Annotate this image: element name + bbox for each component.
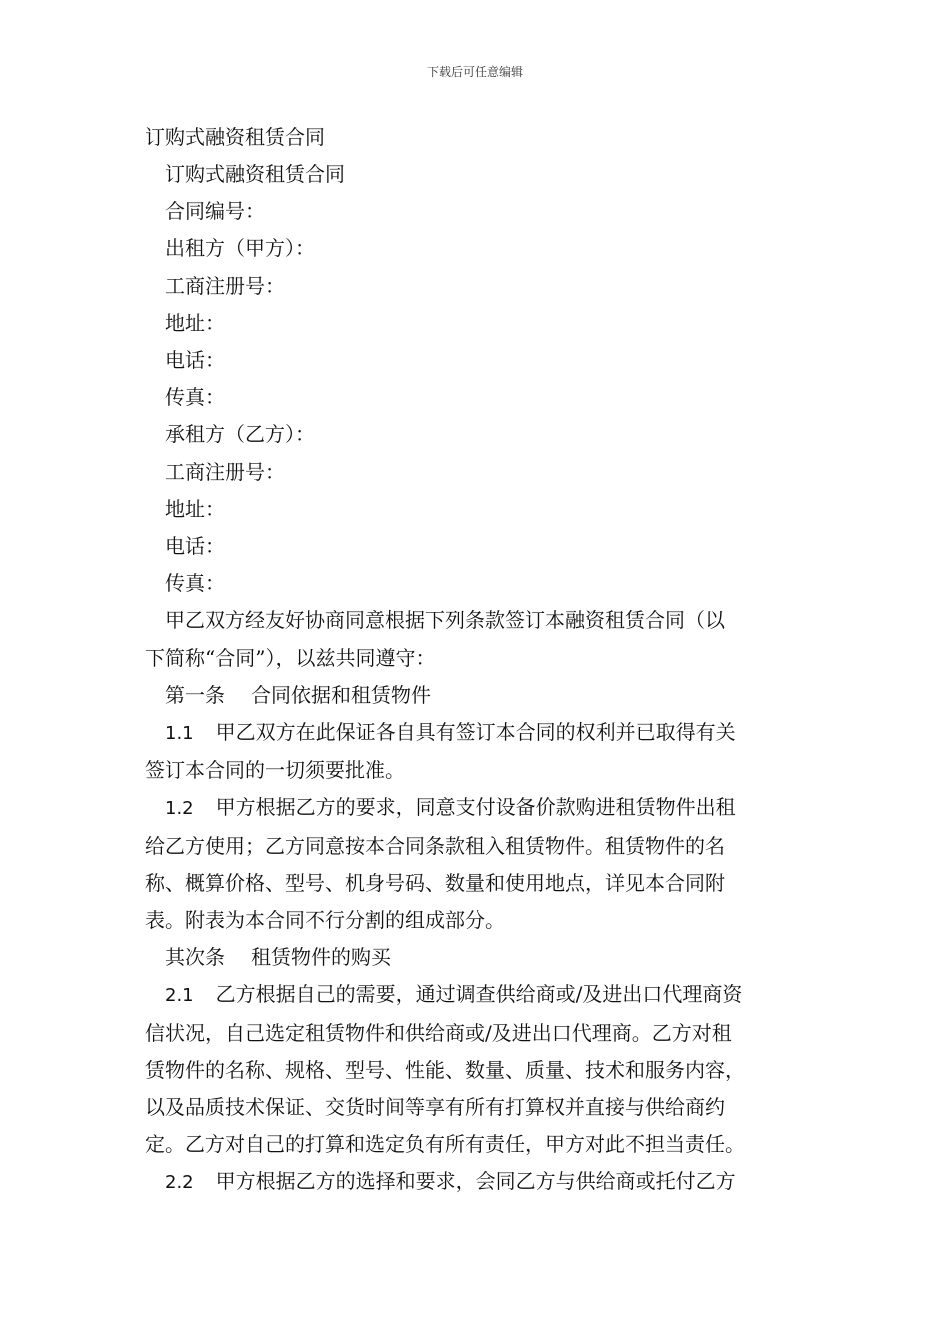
clause-1-1-line-2: 签订本合同的一切须要批准。 — [145, 758, 405, 783]
clause-1-2-line-2: 给乙方使用；乙方同意按本合同条款租入租赁物件。租赁物件的名 — [145, 833, 725, 858]
lessee-fax-field: 传真： — [165, 571, 225, 596]
document-subtitle: 订购式融资租赁合同 — [165, 162, 345, 186]
article-2-title: 租赁物件的购买 — [251, 945, 391, 970]
document-body — [145, 119, 809, 1202]
preamble-line-2: 下简称“合同”），以兹共同遵守： — [145, 645, 436, 670]
clause-1-1-line-1 — [145, 714, 809, 752]
clause-2-2-text: 甲方根据乙方的选择和要求，会同乙方与供给商或托付乙方 — [215, 1169, 736, 1194]
clause-2-1-line-2: 信状况，自己选定租赁物件和供给商或/及进出口代理商。乙方对租 — [145, 1020, 732, 1045]
contract-number-field: 合同编号： — [165, 199, 265, 224]
lessee-phone-field: 电话： — [165, 534, 225, 559]
lessee-address-field: 地址： — [165, 496, 225, 521]
clause-2-1-line-4: 以及品质技术保证、交货时间等享有所有打算权并直接与供给商约 — [145, 1095, 725, 1120]
clause-1-2-number: 1.2 — [165, 798, 194, 820]
lessor-fax-field: 传真： — [165, 385, 225, 410]
clause-1-2-text: 甲方根据乙方的要求，同意支付设备价款购进租赁物件出租 — [215, 795, 736, 820]
lessor-phone-field: 电话： — [165, 348, 225, 373]
clause-2-1-text: 乙方根据自己的需要，通过调查供给商或/及进出口代理商资 — [215, 982, 743, 1007]
clause-1-1-number: 1.1 — [165, 723, 194, 745]
article-2-label: 其次条 — [165, 945, 225, 970]
clause-2-1-number: 2.1 — [165, 985, 194, 1007]
clause-2-1-line-3: 赁物件的名称、规格、型号、性能、数量、质量、技术和服务内容， — [145, 1057, 745, 1082]
document-title: 订购式融资租赁合同 — [145, 125, 325, 149]
lessee-label: 承租方（乙方）： — [165, 422, 315, 447]
lessor-registration-field: 工商注册号： — [165, 273, 285, 298]
page-header-note: 下载后可任意编辑 — [426, 65, 523, 79]
article-2-heading — [145, 939, 809, 976]
clause-1-2-line-3: 称、概算价格、型号、机身号码、数量和使用地点，详见本合同附 — [145, 870, 725, 895]
clause-2-2-line-1 — [145, 1163, 809, 1201]
lessee-registration-field: 工商注册号： — [165, 459, 285, 484]
clause-2-2-number: 2.2 — [165, 1172, 194, 1194]
article-1-title: 合同依据和租赁物件 — [251, 682, 431, 707]
lessor-address-field: 地址： — [165, 310, 225, 335]
clause-1-2-line-4: 表。附表为本合同不行分割的组成部分。 — [145, 908, 505, 933]
preamble-line-1: 甲乙双方经友好协商同意根据下列条款签订本融资租赁合同（以 — [165, 608, 725, 633]
lessor-label: 出租方（甲方）： — [165, 236, 315, 261]
clause-1-1-text: 甲乙双方在此保证各自具有签订本合同的权利并已取得有关 — [215, 720, 736, 745]
article-1-label: 第一条 — [165, 682, 225, 707]
clause-1-2-line-1 — [145, 789, 809, 827]
clause-2-1-line-1 — [145, 976, 809, 1014]
clause-2-1-line-5: 定。乙方对自己的打算和选定负有所有责任，甲方对此不担当责任。 — [145, 1132, 745, 1157]
article-1-heading — [145, 677, 809, 714]
